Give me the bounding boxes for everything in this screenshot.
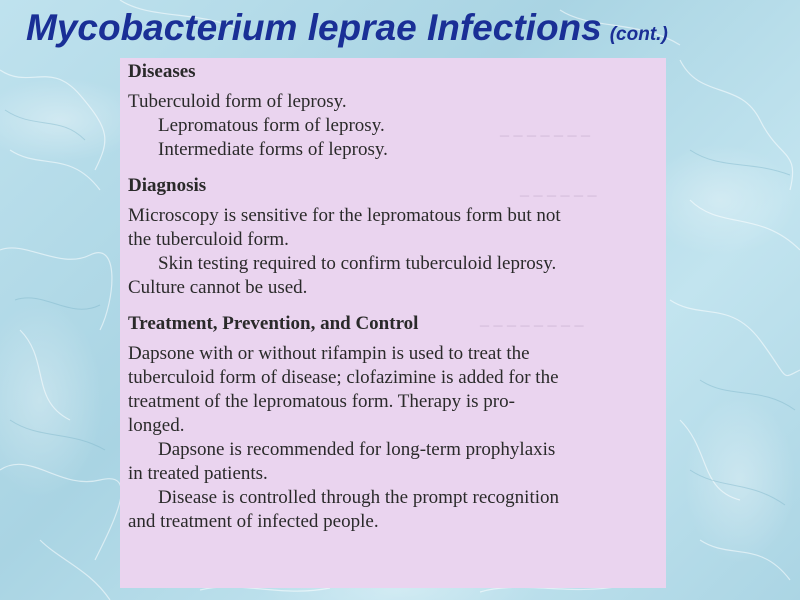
treatment-line-7: Disease is controlled through the prompt recognition (158, 487, 560, 508)
slide-title-suffix: (cont.) (609, 24, 668, 45)
diseases-line-2: Lepromatous form of leprosy. (158, 115, 385, 136)
diagnosis-line-2: the tuberculoid form. (128, 229, 289, 250)
treatment-line-3: treatment of the lepromatous form. Therapy is pro- (128, 391, 515, 412)
treatment-line-2: tuberculoid form of disease; clofazimine is added for the (128, 367, 559, 388)
diseases-line-3: Intermediate forms of leprosy. (158, 139, 388, 160)
content-panel: _ _ _ _ _ _ _ _ _ _ _ _ _ _ _ _ _ _ _ _ _ Diseases Tuberculoid form of leprosy. Lepromatous form of leprosy. Intermediate forms of leprosy. Diagnosis Microscopy is sensitive for the lepromatous form but not the tuberculoid form. Skin testing required to confirm tuberculoid leprosy. Culture cannot be used. Treatment, Prevention, and Control Dapsone with or without rifampin is used to treat the tuberculoid form of disease; clofazimine is added for the treatment of the lepromatous form. Therapy is pro- longed. Dapsone is recommended for long-term prophylaxis in treated patients. Disease is controlled through the prompt recognition and treatment of infected people. (120, 58, 666, 588)
treatment-line-5: Dapsone is recommended for long-term prophylaxis (158, 439, 556, 460)
treatment-line-4: longed. (128, 415, 185, 436)
treatment-line-1: Dapsone with or without rifampin is used to treat the (128, 343, 530, 364)
diagnosis-line-1: Microscopy is sensitive for the lepromatous form but not (128, 205, 561, 226)
slide-title (26, 6, 668, 57)
diseases-heading: Diseases (128, 61, 196, 82)
treatment-heading: Treatment, Prevention, and Control (128, 313, 419, 334)
diseases-line-1: Tuberculoid form of leprosy. (128, 91, 347, 112)
treatment-line-6: in treated patients. (128, 463, 268, 484)
diagnosis-line-3: Skin testing required to confirm tuberculoid leprosy. (158, 253, 557, 274)
treatment-line-8: and treatment of infected people. (128, 511, 379, 532)
diagnosis-line-4: Culture cannot be used. (128, 277, 308, 298)
diagnosis-heading: Diagnosis (128, 175, 207, 196)
slide-title-main: Mycobacterium leprae Infections (26, 7, 602, 48)
